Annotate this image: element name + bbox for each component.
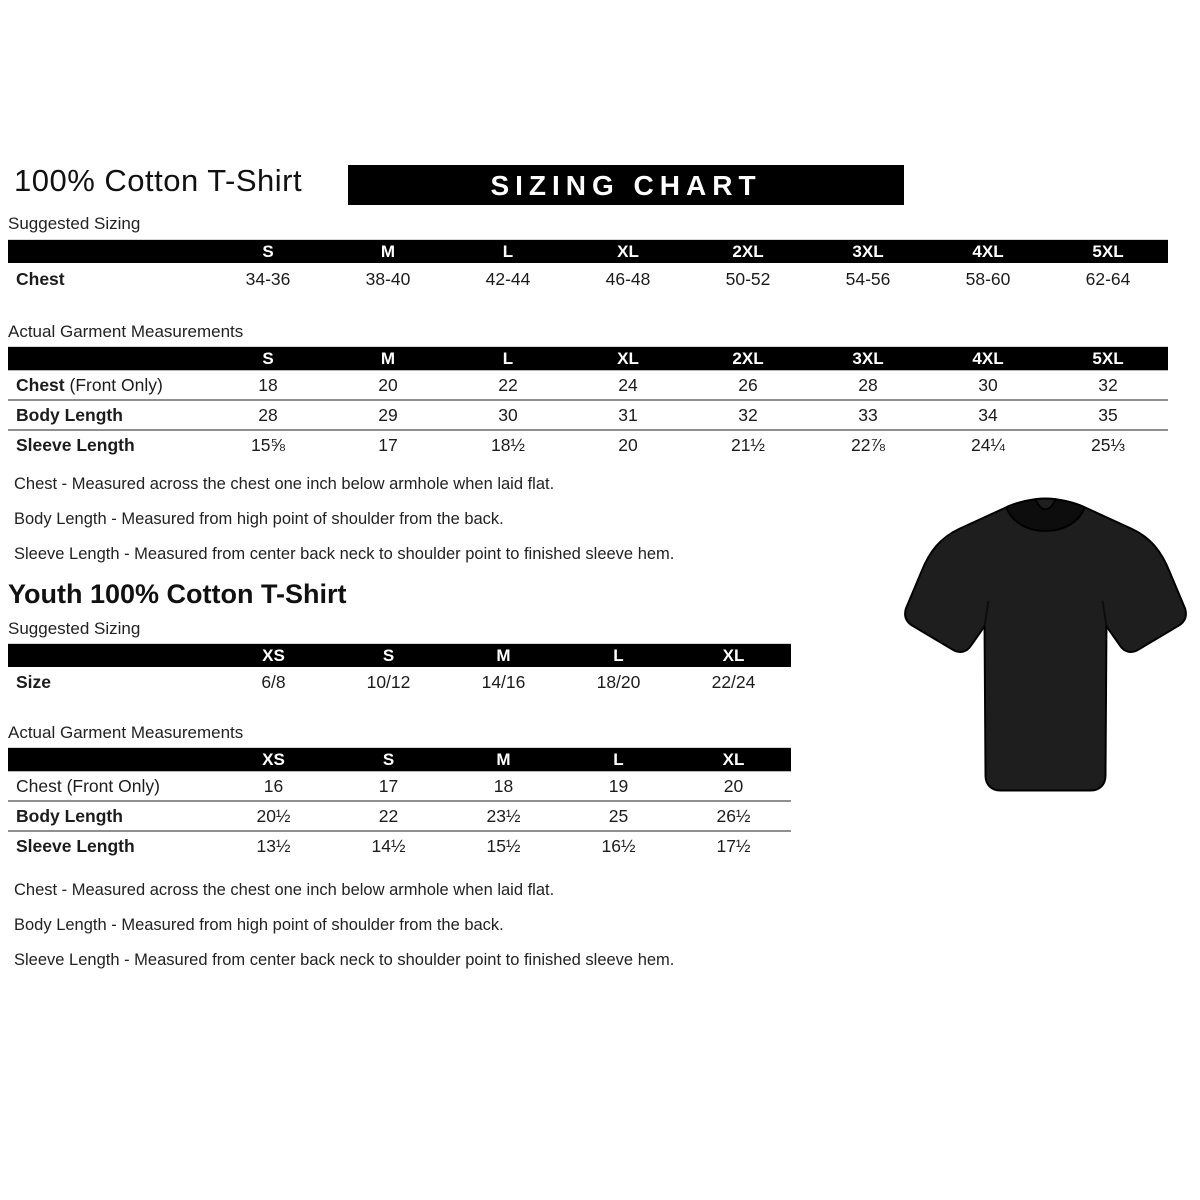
note-body-length: Body Length - Measured from high point of shoulder from the back.	[14, 510, 504, 528]
row-label-sleeve-length: Sleeve Length	[8, 831, 216, 860]
adult-suggested-sizing-label: Suggested Sizing	[8, 214, 141, 233]
chest-value-cell: 50-52	[725, 268, 771, 289]
row-label-size: Size	[16, 672, 52, 692]
size-header-cell: L	[561, 644, 676, 668]
measurement-value-cell: 20	[328, 371, 448, 401]
row-label-chest-front-only: Chest (Front Only)	[8, 772, 216, 802]
size-header-cell: 3XL	[808, 347, 928, 371]
measurement-value-cell: 20½	[216, 801, 331, 831]
measurement-value-cell: 28	[208, 400, 328, 430]
measurement-value-cell: 22	[331, 801, 446, 831]
youth-size-row	[8, 667, 791, 698]
chest-row	[8, 263, 1168, 295]
size-header-cell: M	[328, 240, 448, 264]
size-header-cell: XL	[676, 644, 791, 668]
page-title: 100% Cotton T-Shirt	[14, 163, 303, 198]
size-header-cell: S	[208, 347, 328, 371]
note-chest: Chest - Measured across the chest one inch below armhole when laid flat.	[14, 881, 555, 899]
measurement-value-cell: 15⅝	[208, 430, 328, 459]
header-corner-cell	[8, 240, 208, 264]
size-header-row	[8, 240, 1168, 264]
size-header-cell: L	[561, 748, 676, 772]
tshirt-image	[898, 480, 1193, 810]
chest-value-cell: 58-60	[965, 268, 1011, 289]
tshirt-graphic	[898, 480, 1193, 810]
measurement-value-cell: 26	[688, 371, 808, 401]
row-label-chest-front-only	[8, 371, 208, 401]
row-label-body-length: Body Length	[8, 400, 208, 430]
measurement-value-cell: 19	[561, 772, 676, 802]
row-label-suffix: (Front Only)	[64, 374, 163, 395]
size-header-cell: L	[448, 347, 568, 371]
measurement-value-cell: 32	[688, 400, 808, 430]
youth-measurements-table	[8, 747, 791, 860]
note-body-length: Body Length - Measured from high point of shoulder from the back.	[14, 916, 504, 934]
header-corner-cell	[8, 644, 216, 668]
youth-size-value-cell: 6/8	[261, 672, 286, 692]
size-header-cell: 2XL	[688, 240, 808, 264]
note-chest: Chest - Measured across the chest one inch below armhole when laid flat.	[14, 475, 555, 493]
youth-section-title: Youth 100% Cotton T-Shirt	[8, 579, 347, 609]
row-label-sleeve-length: Sleeve Length	[8, 430, 208, 459]
size-header-cell: L	[448, 240, 568, 264]
body-length-row	[8, 801, 791, 831]
measurement-value-cell: 18	[446, 772, 561, 802]
size-header-cell: 4XL	[928, 347, 1048, 371]
row-label-body-length: Body Length	[8, 801, 216, 831]
size-header-cell: 5XL	[1048, 347, 1168, 371]
youth-measurement-notes	[8, 878, 1168, 973]
measurement-value-cell: 30	[448, 400, 568, 430]
size-header-cell: S	[208, 240, 328, 264]
measurement-value-cell: 22	[448, 371, 568, 401]
size-header-row	[8, 644, 791, 668]
adult-measurements-table	[8, 346, 1168, 459]
size-header-cell: S	[331, 644, 446, 668]
adult-suggested-sizing-table	[8, 239, 1168, 295]
measurement-value-cell: 18	[208, 371, 328, 401]
header	[8, 163, 1168, 207]
measurement-value-cell: 17½	[676, 831, 791, 860]
note-sleeve-length: Sleeve Length - Measured from center back neck to shoulder point to finished sleeve hem.	[14, 545, 675, 563]
chest-value-cell: 42-44	[485, 268, 531, 289]
measurement-value-cell: 25⅓	[1048, 430, 1168, 459]
note-sleeve-length: Sleeve Length - Measured from center back neck to shoulder point to finished sleeve hem.	[14, 951, 675, 969]
measurement-value-cell: 15½	[446, 831, 561, 860]
size-header-cell: 5XL	[1048, 240, 1168, 264]
measurement-value-cell: 14½	[331, 831, 446, 860]
measurement-value-cell: 13½	[216, 831, 331, 860]
measurement-value-cell: 20	[676, 772, 791, 802]
size-header-row	[8, 748, 791, 772]
measurement-value-cell: 29	[328, 400, 448, 430]
measurement-value-cell: 17	[328, 430, 448, 459]
size-header-cell: XS	[216, 748, 331, 772]
size-header-cell: M	[446, 748, 561, 772]
measurement-value-cell: 22⅞	[808, 430, 928, 459]
measurement-value-cell: 32	[1048, 371, 1168, 401]
measurement-value-cell: 30	[928, 371, 1048, 401]
body-length-row	[8, 400, 1168, 430]
header-corner-cell	[8, 748, 216, 772]
measurement-value-cell: 33	[808, 400, 928, 430]
measurement-value-cell: 21½	[688, 430, 808, 459]
measurement-value-cell: 20	[568, 430, 688, 459]
header-corner-cell	[8, 347, 208, 371]
measurement-value-cell: 16½	[561, 831, 676, 860]
measurement-value-cell: 35	[1048, 400, 1168, 430]
size-header-cell: XL	[568, 347, 688, 371]
measurement-value-cell: 24¼	[928, 430, 1048, 459]
adult-measurements-label: Actual Garment Measurements	[8, 322, 244, 341]
chest-value-cell: 34-36	[245, 268, 291, 289]
measurement-value-cell: 23½	[446, 801, 561, 831]
measurement-value-cell: 16	[216, 772, 331, 802]
measurement-value-cell: 17	[331, 772, 446, 802]
size-header-cell: M	[328, 347, 448, 371]
measurement-value-cell: 26½	[676, 801, 791, 831]
size-header-cell: XL	[676, 748, 791, 772]
youth-size-value-cell: 22/24	[711, 672, 756, 692]
row-label-chest: Chest	[16, 268, 65, 289]
youth-size-value-cell: 18/20	[596, 672, 641, 692]
measurement-value-cell: 24	[568, 371, 688, 401]
youth-suggested-sizing-label: Suggested Sizing	[8, 619, 141, 638]
measurement-value-cell: 18½	[448, 430, 568, 459]
measurement-value-cell: 25	[561, 801, 676, 831]
size-header-cell: 3XL	[808, 240, 928, 264]
youth-size-value-cell: 10/12	[366, 672, 411, 692]
sleeve-length-row	[8, 430, 1168, 459]
chest-value-cell: 62-64	[1085, 268, 1131, 289]
size-header-cell: XS	[216, 644, 331, 668]
size-header-cell: 4XL	[928, 240, 1048, 264]
measurement-value-cell: 28	[808, 371, 928, 401]
measurement-value-cell: 31	[568, 400, 688, 430]
row-label-main: Chest	[16, 374, 65, 395]
sizing-chart-banner: SIZING CHART	[348, 165, 904, 205]
youth-size-value-cell: 14/16	[481, 672, 526, 692]
measurement-value-cell: 34	[928, 400, 1048, 430]
chest-value-cell: 46-48	[605, 268, 651, 289]
chest-front-only-row	[8, 772, 791, 802]
chest-front-only-row	[8, 371, 1168, 401]
chest-value-cell: 38-40	[365, 268, 411, 289]
youth-suggested-sizing-table	[8, 643, 791, 698]
size-header-row	[8, 347, 1168, 371]
chest-value-cell: 54-56	[845, 268, 891, 289]
size-header-cell: M	[446, 644, 561, 668]
size-header-cell: 2XL	[688, 347, 808, 371]
size-header-cell: S	[331, 748, 446, 772]
youth-measurements-label: Actual Garment Measurements	[8, 723, 244, 742]
size-header-cell: XL	[568, 240, 688, 264]
sleeve-length-row	[8, 831, 791, 860]
